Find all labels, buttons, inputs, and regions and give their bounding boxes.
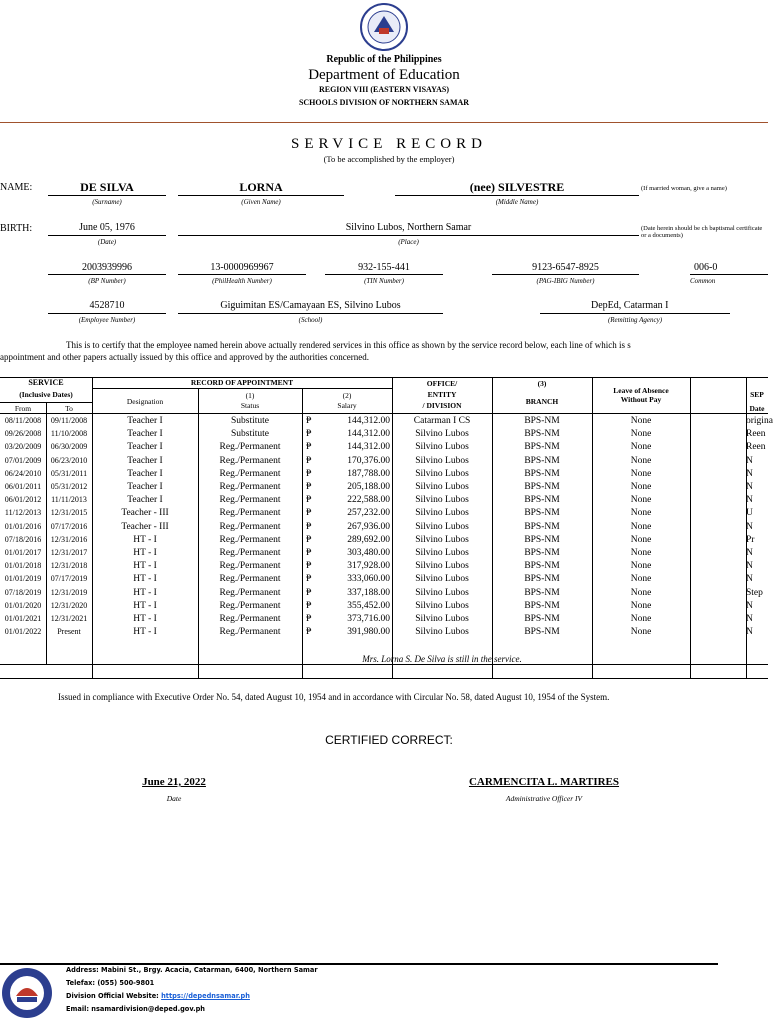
cell-sep: Reen [746,442,766,453]
tin-underline [325,274,443,275]
birth-place-value: Silvino Lubos, Northern Samar [345,222,472,233]
cell-to: 06/23/2010 [50,455,88,465]
philhealth-caption: (PhilHealth Number) [212,277,272,285]
cell-to: 05/31/2011 [50,468,88,478]
birth-place-underline [178,235,639,236]
cell-to: 12/31/2019 [50,587,88,597]
cell-office: Silvino Lubos [415,442,469,453]
region-text: REGION VIII (EASTERN VISAYAS) [318,85,450,94]
birth-place-caption: (Place) [398,238,419,246]
header-rule [0,122,768,123]
cell-leave: None [630,495,652,506]
cell-office: Silvino Lubos [415,468,469,479]
cell-office: Silvino Lubos [415,482,469,492]
cell-sep: N [746,468,753,479]
peso-sign: ₱ [306,442,312,453]
cell-branch: BPS-NM [524,600,560,611]
tin-caption: (TIN Number) [364,277,404,285]
given-caption: (Given Name) [241,198,281,206]
footer-website-link[interactable]: https://depednsamar.ph [161,992,250,1000]
birth-date-caption: (Date) [97,238,117,246]
header-inclusive-dates: (Inclusive Dates) [19,390,73,399]
cell-salary: 337,188.00 [347,587,390,598]
given-underline [178,195,344,196]
cell-from: 07/01/2009 [4,455,42,465]
surname-underline [48,195,166,196]
cell-sep: N [746,482,753,492]
bp-number: 2003939996 [82,262,132,273]
peso-sign: ₱ [306,416,312,426]
footer-telefax: Telefax: (055) 500-9801 [66,979,155,987]
cell-salary: 333,060.00 [347,574,390,585]
cell-salary: 373,716.00 [347,614,390,624]
cell-leave: None [630,468,652,479]
cell-desig: Teacher I [127,468,163,479]
cell-salary: 391,980.00 [347,627,390,638]
employee-caption: (Employee Number) [78,316,136,324]
cell-leave: None [630,482,652,492]
header-office-3: / DIVISION [422,401,462,410]
cell-office: Silvino Lubos [415,587,469,598]
cell-salary: 317,928.00 [347,561,390,572]
cell-salary: 205,188.00 [347,482,390,492]
record-header-rule [92,388,392,389]
cell-from: 06/01/2011 [4,482,42,491]
cell-leave: None [630,561,652,572]
signature-date: June 21, 2022 [142,776,206,788]
cell-office: Silvino Lubos [415,627,469,638]
school-value: Giguimitan ES/Camayaan ES, Silvino Lubos [220,300,401,311]
middle-name-value: (nee) SILVESTRE [469,180,565,194]
cell-from: 01/01/2016 [4,521,42,531]
cell-sep: N [746,521,753,532]
col-divider [46,402,47,664]
cell-desig: Teacher I [127,455,163,466]
header-leave-1: Leave of Absence [613,386,669,395]
cell-from: 08/11/2008 [4,416,42,425]
cell-sep: U [746,508,753,519]
cell-office: Silvino Lubos [415,455,469,466]
cell-branch: BPS-NM [524,614,560,624]
peso-sign: ₱ [306,574,312,585]
division-logo [0,966,54,1020]
department-title: Department of Education [308,67,460,83]
cell-salary: 355,452.00 [347,600,390,611]
cell-status: Reg./Permanent [219,548,281,558]
peso-sign: ₱ [306,429,312,440]
tin-number: 932-155-441 [358,262,410,273]
cell-status: Substitute [230,416,269,426]
cell-from: 11/12/2013 [4,508,42,518]
cell-branch: BPS-NM [524,587,560,598]
cell-salary: 144,312.00 [347,416,390,426]
bp-underline [48,274,166,275]
cell-status: Reg./Permanent [219,482,281,492]
cell-leave: None [630,521,652,532]
cell-sep: Reen [746,429,766,440]
cell-sep: N [746,600,753,611]
cell-to: 11/11/2013 [51,495,87,505]
cell-sep: N [746,627,753,638]
cell-to: 11/10/2008 [50,429,88,439]
cell-status: Reg./Permanent [219,614,281,624]
cell-sep: Step [746,587,763,598]
cell-salary: 257,232.00 [347,508,390,519]
name-label: NAME: [0,182,33,193]
signatory-position: Administrative Officer IV [505,794,583,803]
cell-office: Silvino Lubos [415,574,469,585]
compliance-text: Issued in compliance with Executive Order No. 54, dated August 10, 1954 and in accordance with Circular No. 58, dated August 10, 1954 of the System. [58,692,610,702]
cell-desig: HT - I [133,627,157,638]
peso-sign: ₱ [306,627,312,638]
common-underline [690,274,768,275]
cell-salary: 144,312.00 [347,429,390,440]
cell-office: Silvino Lubos [415,534,469,545]
peso-sign: ₱ [306,587,312,598]
cell-branch: BPS-NM [524,416,560,426]
cell-to: 05/31/2012 [50,482,88,491]
cell-from: 07/18/2016 [4,534,42,544]
col-divider [690,377,691,678]
cell-office: Catarman I CS [413,416,471,426]
header-branch-number: (3) [537,379,547,388]
header-service: SERVICE [28,378,64,387]
cell-status: Reg./Permanent [219,600,281,611]
middle-caption: (Middle Name) [495,198,539,206]
common-number: 006-0 [694,262,718,273]
cell-to: 12/31/2017 [50,548,88,557]
cell-office: Silvino Lubos [415,614,469,624]
peso-sign: ₱ [306,521,312,532]
header-separation: SEP [750,390,764,399]
cell-desig: Teacher I [127,429,163,440]
birth-date-value: June 05, 1976 [79,222,135,233]
cell-from: 01/01/2022 [4,627,42,637]
middle-underline [395,195,639,196]
header-to: To [65,404,73,413]
cell-office: Silvino Lubos [415,429,469,440]
peso-sign: ₱ [306,548,312,558]
cell-status: Reg./Permanent [219,495,281,506]
cell-desig: HT - I [133,574,157,585]
cell-branch: BPS-NM [524,495,560,506]
table-header-bottom [0,413,768,414]
peso-sign: ₱ [306,508,312,519]
service-record-title: SERVICE RECORD [291,136,487,152]
cell-salary: 267,936.00 [347,521,390,532]
republic-text: Republic of the Philippines [326,54,442,65]
cell-branch: BPS-NM [524,508,560,519]
peso-sign: ₱ [306,534,312,545]
cell-to: 12/31/2021 [50,614,88,623]
cell-sep: N [746,455,753,466]
peso-sign: ₱ [306,482,312,492]
footer-rule [0,963,718,965]
philhealth-underline [178,274,306,275]
header-status-number: (1) [245,391,255,400]
header-status: Status [240,401,260,410]
peso-sign: ₱ [306,600,312,611]
birth-date-underline [48,235,166,236]
employee-number: 4528710 [89,300,125,311]
footer-website-line [66,992,250,1000]
philhealth-number: 13-0000969967 [210,262,274,273]
cell-sep: N [746,614,753,624]
cell-from: 01/01/2020 [4,600,42,610]
subtitle: (To be accomplished by the employer) [323,154,455,164]
certified-correct: CERTIFIED CORRECT: [325,733,453,747]
cell-sep: N [746,561,753,572]
common-caption: Common [690,277,716,285]
cell-desig: Teacher I [127,482,163,492]
certify-line-2: appointment and other papers actually issued by this office and approved by the authorities concerned. [0,352,369,362]
cell-status: Reg./Permanent [219,508,281,519]
pagibig-number: 9123-6547-8925 [532,262,599,273]
cell-leave: None [630,587,652,598]
cell-status: Reg./Permanent [219,442,281,453]
cell-from: 01/01/2018 [4,561,42,571]
cell-leave: None [630,442,652,453]
rows-bottom-border [0,664,768,665]
cell-salary: 289,692.00 [347,534,390,545]
cell-leave: None [630,627,652,638]
cell-to: 12/31/2020 [50,600,88,610]
header-salary: Salary [337,401,357,410]
header-sep-date: Date [749,404,765,413]
cell-from: 01/01/2017 [4,548,42,557]
cell-salary: 222,588.00 [347,495,390,506]
cell-desig: Teacher I [127,442,163,453]
header-record-of-appointment: RECORD OF APPOINTMENT [190,378,294,387]
cell-salary: 303,480.00 [347,548,390,558]
cell-leave: None [630,614,652,624]
cell-branch: BPS-NM [524,442,560,453]
cell-leave: None [630,455,652,466]
table-bottom-border [0,678,768,679]
cell-status: Reg./Permanent [219,468,281,479]
cell-status: Substitute [230,429,269,440]
division-text: SCHOOLS DIVISION OF NORTHERN SAMAR [298,98,470,107]
cell-desig: HT - I [133,548,157,558]
cell-office: Silvino Lubos [415,600,469,611]
cell-branch: BPS-NM [524,429,560,440]
cell-desig: HT - I [133,561,157,572]
cell-sep: N [746,548,753,558]
cell-desig: HT - I [133,587,157,598]
cell-sep: Pr [746,534,755,545]
cell-office: Silvino Lubos [415,561,469,572]
cell-from: 01/01/2021 [4,614,42,623]
cell-to: 06/30/2009 [50,442,88,452]
agency-underline [540,313,730,314]
cell-desig: HT - I [133,614,157,624]
bp-caption: (BP Number) [88,277,126,285]
cell-branch: BPS-NM [524,534,560,545]
cell-leave: None [630,534,652,545]
cell-sep: N [746,495,753,506]
peso-sign: ₱ [306,495,312,506]
header-salary-number: (2) [342,391,352,400]
header-office-2: ENTITY [427,390,457,399]
employee-underline [48,313,166,314]
cell-branch: BPS-NM [524,548,560,558]
cell-office: Silvino Lubos [415,495,469,506]
cell-status: Reg./Permanent [219,534,281,545]
cell-status: Reg./Permanent [219,627,281,638]
certify-line-1: This is to certify that the employee named herein above actually rendered services in this office as shown by the service record below, each line of which is s [66,340,631,350]
cell-salary: 170,376.00 [347,455,390,466]
cell-office: Silvino Lubos [415,508,469,519]
peso-sign: ₱ [306,614,312,624]
cell-desig: HT - I [133,534,157,545]
cell-to: Present [57,627,81,637]
header-branch: BRANCH [525,397,559,406]
cell-desig: HT - I [133,600,157,611]
cell-desig: Teacher I [127,495,163,506]
cell-leave: None [630,429,652,440]
signature-date-caption: Date [166,794,182,803]
cell-to: 12/31/2018 [50,561,88,571]
cell-leave: None [630,548,652,558]
agency-caption: (Remitting Agency) [607,316,663,324]
footer-address: Address: Mabini St., Brgy. Acacia, Catarman, 6400, Northern Samar [66,966,318,974]
pagibig-underline [492,274,639,275]
cell-sep: origina [746,416,773,426]
header-designation: Designation [126,397,164,406]
surname-value: DE SILVA [80,180,134,194]
peso-sign: ₱ [306,561,312,572]
pagibig-caption: (PAG-IBIG Number) [536,277,595,285]
married-note: (If married woman, give a name) [641,185,727,192]
cell-leave: None [630,574,652,585]
date-note: (Date herein should be ch baptismal certificate or a documents) [641,225,763,239]
school-underline [178,313,443,314]
cell-from: 09/26/2008 [4,429,42,439]
cell-to: 07/17/2019 [50,574,88,584]
header-leave-2: Without Pay [620,395,662,404]
peso-sign: ₱ [306,468,312,479]
cell-from: 01/01/2019 [4,574,42,584]
cell-sep: N [746,574,753,585]
peso-sign: ₱ [306,455,312,466]
cell-branch: BPS-NM [524,521,560,532]
deped-seal-logo [352,2,416,52]
still-in-service-text: Mrs. Lorna S. De Silva is still in the service. [362,654,522,664]
cell-to: 07/17/2016 [50,521,88,531]
cell-status: Reg./Permanent [219,561,281,572]
cell-from: 06/01/2012 [4,495,42,505]
cell-status: Reg./Permanent [219,587,281,598]
cell-leave: None [630,600,652,611]
cell-desig: Teacher - III [121,521,169,532]
cell-to: 12/31/2016 [50,534,88,544]
cell-status: Reg./Permanent [219,521,281,532]
signatory-name: CARMENCITA L. MARTIRES [468,776,620,788]
footer-email: Email: nsamardivision@deped.gov.ph [66,1005,205,1013]
cell-branch: BPS-NM [524,455,560,466]
header-office-1: OFFICE/ [426,379,458,388]
cell-desig: Teacher I [127,416,163,426]
cell-status: Reg./Permanent [219,455,281,466]
cell-branch: BPS-NM [524,468,560,479]
cell-office: Silvino Lubos [415,521,469,532]
cell-from: 06/24/2010 [4,468,42,478]
cell-from: 03/20/2009 [4,442,42,452]
cell-desig: Teacher - III [121,508,169,519]
cell-status: Reg./Permanent [219,574,281,585]
cell-branch: BPS-NM [524,561,560,572]
given-name-value: LORNA [239,180,283,194]
cell-branch: BPS-NM [524,574,560,585]
footer-website-label: Division Official Website: [66,992,159,1000]
header-from: From [14,404,32,413]
cell-leave: None [630,416,652,426]
agency-value: DepEd, Catarman I [591,300,669,311]
cell-branch: BPS-NM [524,627,560,638]
cell-salary: 187,788.00 [347,468,390,479]
cell-branch: BPS-NM [524,482,560,492]
school-caption: (School) [298,316,323,324]
cell-from: 07/18/2019 [4,587,42,597]
cell-leave: None [630,508,652,519]
cell-office: Silvino Lubos [415,548,469,558]
surname-caption: (Surname) [92,198,122,206]
cell-to: 09/11/2008 [50,416,88,425]
cell-salary: 144,312.00 [347,442,390,453]
birth-label: BIRTH: [0,223,33,234]
cell-to: 12/31/2015 [50,508,88,518]
